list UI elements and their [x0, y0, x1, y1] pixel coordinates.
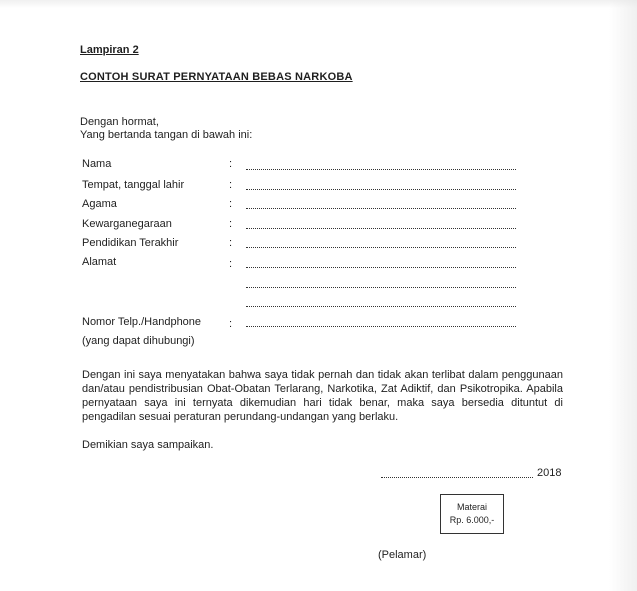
signer-label: (Pelamar): [378, 549, 427, 561]
salutation: Dengan hormat,: [80, 116, 159, 128]
closing-text: Demikian saya sampaikan.: [82, 439, 214, 451]
field-colon: :: [229, 237, 233, 249]
field-label-nomor-telepon: Nomor Telp./Handphone: [82, 316, 202, 328]
field-label-pendidikan-terakhir: Pendidikan Terakhir: [82, 237, 179, 249]
field-label-kewarganegaraan: Kewarganegaraan: [82, 218, 172, 230]
field-fill-line: [246, 207, 516, 209]
document-title: CONTOH SURAT PERNYATAAN BEBAS NARKOBA: [80, 71, 353, 83]
stamp-amount: Rp. 6.000,-: [449, 515, 495, 525]
field-colon: :: [229, 158, 233, 170]
field-fill-line: [246, 188, 516, 190]
stamp-duty-box: [440, 494, 504, 534]
appendix-label: Lampiran 2: [80, 44, 139, 56]
field-fill-line: [246, 325, 516, 327]
field-fill-line: [246, 227, 516, 229]
stamp-label: Materai: [456, 502, 487, 512]
field-colon: :: [229, 318, 233, 330]
field-label-alamat: Alamat: [82, 256, 117, 268]
field-fill-line: [246, 266, 516, 268]
intro-text: Yang bertanda tangan di bawah ini:: [80, 129, 253, 141]
statement-paragraph: Dengan ini saya menyatakan bahwa saya tidak pernah dan tidak akan terlibat dalam penggunaan dan/atau pendistribusian Obat-Obatan Terlarang, Narkotika, Zat Adiktif, dan Psikotropika. Apabila pernyataan saya ini ternyata dikemudian hari tidak benar, maka saya bersedia dituntut di pengadilan sesuai peraturan perundang-undangan yang berlaku.: [82, 369, 563, 423]
field-fill-line: [246, 305, 516, 307]
field-colon: :: [229, 198, 233, 210]
field-label-nama: Nama: [82, 158, 112, 170]
phone-note: (yang dapat dihubungi): [82, 335, 195, 347]
field-fill-line: [246, 168, 516, 170]
page-top-shadow: [0, 0, 637, 8]
field-fill-line: [246, 286, 516, 288]
date-fill-line: [381, 476, 533, 478]
field-colon: :: [229, 218, 233, 230]
field-colon: :: [229, 179, 233, 191]
field-label-tempat-tanggal-lahir: Tempat, tanggal lahir: [82, 179, 185, 191]
field-label-agama: Agama: [82, 198, 117, 210]
page-edge-shadow: [609, 0, 637, 591]
field-fill-line: [246, 246, 516, 248]
field-colon: :: [229, 258, 233, 270]
date-year: 2018: [537, 467, 562, 479]
